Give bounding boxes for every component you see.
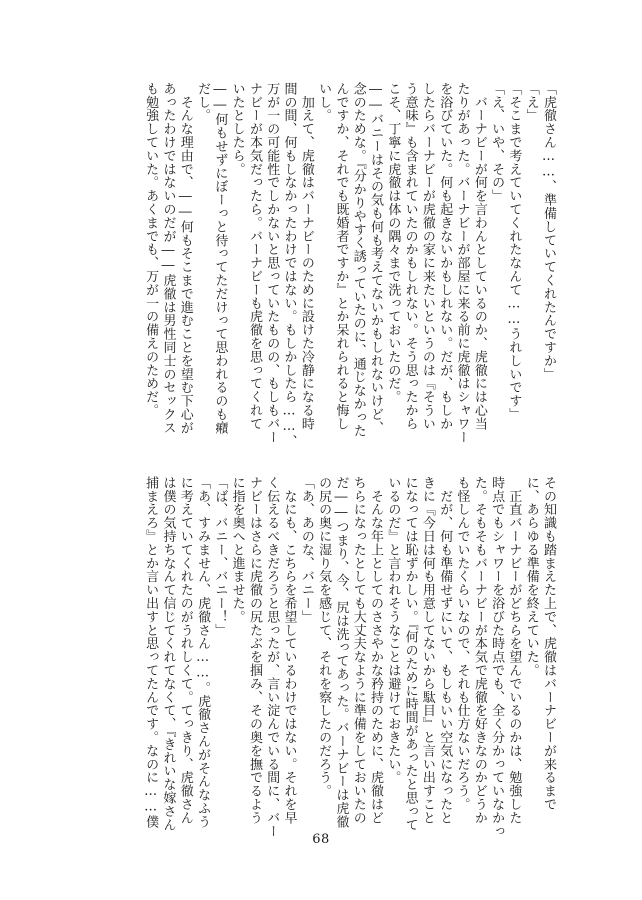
text-line: ナビーはさらに虎徹の尻たぶを掴み、その奥を撫でるよう bbox=[246, 476, 262, 825]
text-line: あったわけではないのだが――虎徹は男性同士のセックス bbox=[160, 82, 176, 435]
text-line: 時点でもシャワーを浴びた時点でも、全く分かっていなかっ bbox=[489, 476, 505, 838]
text-line: の尻の奥に湿り気を感じて、それを察したのだろう。 bbox=[316, 476, 332, 798]
text-line: その知識も踏まえた上で、虎徹はバーナビーが来るまで bbox=[541, 476, 556, 811]
page-number: 68 bbox=[312, 832, 330, 847]
text-line: きに『今日は何も用意してないから駄目』と言い出すこと bbox=[419, 476, 435, 825]
text-line: 「虎徹さん……、準備していてくれたんですか」 bbox=[541, 82, 556, 381]
text-line: バーナビーが何を言わんとしているのか、虎徹には心当 bbox=[471, 82, 487, 431]
text-line: ナビーが本気だったら。バーナビーも虎徹を思ってくれて bbox=[246, 82, 262, 431]
text-line: に考えていてくれたのがうれしくて。てっきり、虎徹さん bbox=[177, 476, 193, 825]
text-line: したらバーナビーが虎徹の家に来たいというのは『そうい bbox=[419, 82, 435, 431]
text-line: 「そこまで考えていてくれたなんて……うれしいです」 bbox=[506, 82, 522, 421]
text-line: こそ、丁寧に虎徹は体の隅々まで洗っておいたのだ。 bbox=[385, 82, 401, 404]
text-line: だ――つまり、今、尻は洗ってあった。バーナビーは虎徹 bbox=[333, 476, 349, 829]
text-line: ――何もせずにぼーっと待ってただけって思われるのも癪 bbox=[212, 82, 228, 435]
text-line: いたとしたら。 bbox=[229, 82, 245, 176]
text-line: いるのだ』と言われそうなことは避けておきたい。 bbox=[385, 476, 401, 785]
text-line: く伝えるべきだろうと思ったが、言い淀んでいる間に、バー bbox=[264, 476, 280, 838]
text-line: いし。 bbox=[316, 82, 332, 123]
text-block-upper bbox=[142, 82, 557, 448]
text-line: なにも、こちらを希望しているわけではない。それを早 bbox=[281, 476, 297, 825]
text-line: 「あ、あのな、バニー」 bbox=[298, 476, 314, 624]
text-line: を浴びていた。何も起きないかもしれない。だが、もしか bbox=[437, 82, 453, 431]
text-line: だし。 bbox=[195, 82, 211, 123]
text-line: も勉強していた。あくまでも、万が一の備えのためだ。 bbox=[143, 82, 159, 417]
text-line: そんな年上としてのささやかな矜持のために、虎徹はど bbox=[368, 476, 384, 825]
text-line: 「ば、バニー、バニー！」 bbox=[212, 476, 228, 637]
text-line: 「え」 bbox=[523, 82, 539, 123]
text-line: う意味』も含まれていたのかもしれない。そう思ったから bbox=[402, 82, 418, 431]
text-line: 「あ、すみません、虎徹さん……。虎徹さんがそんなふう bbox=[195, 476, 211, 829]
text-line: た。そもそもバーナビーが本気で虎徹を好きなのかどうか bbox=[471, 476, 487, 825]
text-line: たりがあった。バーナビーが部屋に来る前に虎徹はシャワー bbox=[454, 82, 470, 444]
text-line: ――バニーはその気も何も考えてないかもしれないけど、 bbox=[368, 82, 384, 435]
text-line: ちらになったとしても大丈夫なように準備をしておいたの bbox=[350, 476, 366, 825]
text-line: に、あらゆる準備を終えていた。 bbox=[523, 476, 539, 677]
text-line: そんな理由で、――何もそこまで進むことを望む下心が bbox=[177, 82, 193, 435]
text-line: に指を奥へと進ませた。 bbox=[229, 476, 245, 624]
text-line: 念のためな。『分かりやすく誘っていたのに、通じなかった bbox=[350, 82, 366, 438]
text-line: んですか、それでも既婚者ですか』とか呆れられると悔し bbox=[333, 82, 349, 431]
text-block-lower bbox=[142, 476, 557, 838]
text-line: 加えて、虎徹はバーナビーのために設けた冷静になる時 bbox=[298, 82, 314, 431]
text-line: 「え、いや、その」 bbox=[489, 82, 505, 203]
text-line: は僕の気持ちなんて信じてくれてなくて、『きれいな嫁さん bbox=[160, 476, 176, 832]
text-line: 万が一の可能性でしかないと思っていたものの、もしもバー bbox=[264, 82, 280, 444]
text-line: 正直バーナビーがどちらを望んでいるのかは、勉強した bbox=[506, 476, 522, 825]
text-line: 捕まえろ』とか言い出すと思ってたんです。なのに……僕 bbox=[143, 476, 159, 829]
text-line: 間の間、何もしなかったわけではない。もしかしたら……、 bbox=[281, 82, 297, 448]
text-line: になっては恥ずかしい。『何のために時間があったと思って bbox=[402, 476, 418, 832]
text-line: だが、何も準備せずにいて、もしもいい空気になったと bbox=[437, 476, 453, 825]
text-line: も怪しんでいたくらいなので、それも仕方ないだろう。 bbox=[454, 476, 470, 811]
